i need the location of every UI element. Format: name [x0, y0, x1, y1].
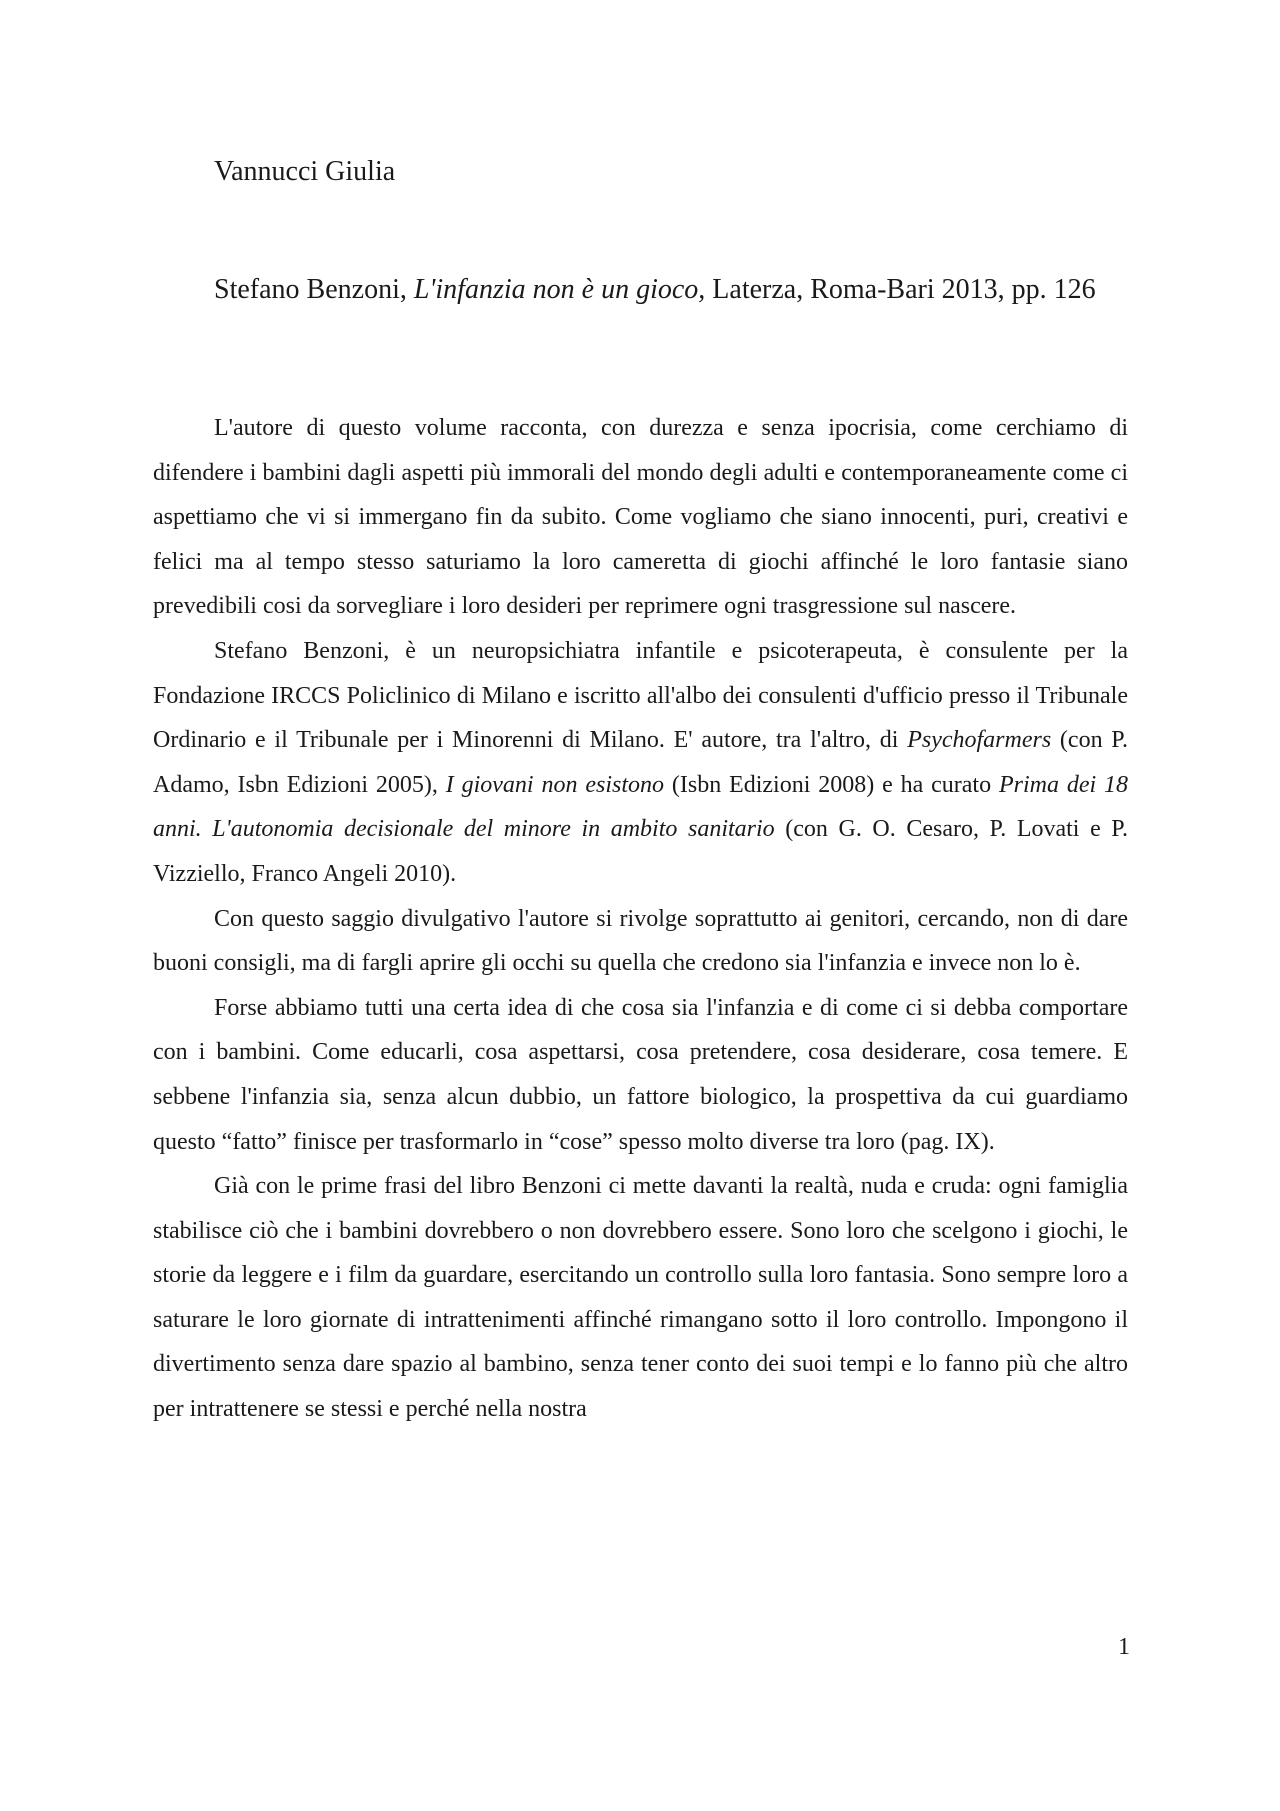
bio-text-c: (Isbn Edizioni 2008) e ha curato [664, 771, 999, 798]
page-number: 1 [1118, 1634, 1130, 1660]
paragraph-author-bio [153, 629, 1128, 897]
citation-book-author: Stefano Benzoni, [214, 274, 414, 305]
paragraph-idea-of-childhood: Forse abbiamo tutti una certa idea di che cosa sia l'infanzia e di come ci si debba comportare con i bambini. Come educarli, cosa aspettarsi, cosa pretendere, cosa desiderare, cosa temere. E sebbene l'infanzia sia, senza alcun dubbio, un fattore biologico, la prospettiva da cui guardiamo questo “fatto” finisce per trasformarlo in “cose” spesso molto diverse tra loro (pag. IX). [153, 994, 1128, 1155]
review-body [153, 406, 1128, 1432]
author-name: Vannucci Giulia [214, 156, 396, 187]
bio-title-prima-dei-18-anni: Prima dei 18 anni. L'autonomia decisionale del minore in ambito sanitario [153, 771, 1128, 843]
book-citation [153, 256, 1128, 324]
citation-publication: Laterza, Roma-Bari 2013, pp. 126 [705, 274, 1096, 305]
bio-text-d: (con G. O. Cesaro, P. Lovati e P. Vizziello, Franco Angeli 2010). [153, 816, 1128, 887]
bio-title-psychofarmers: Psychofarmers [907, 727, 1052, 754]
paragraph-family-control: Già con le prime frasi del libro Benzoni ci mette davanti la realtà, nuda e cruda: ogni famiglia stabilisce ciò che i bambini dovrebbero o non dovrebbero essere. Sono loro che scelgono i giochi, le storie da leggere e i film da guardare, esercitando un controllo sulla loro fantasia. Sono sempre loro a saturare le loro giornate di intrattenimenti affinché rimangano sotto il loro controllo. Impongono il divertimento senza dare spazio al bambino, senza tener conto dei suoi tempi e lo fanno più che altro per intrattenere se stessi e perché nella nostra [153, 1173, 1128, 1423]
citation-book-title: L'infanzia non è un gioco, [413, 274, 706, 305]
bio-text-a: Stefano Benzoni, è un neuropsichiatra infantile e psicoterapeuta, è consulente per la Fondazione IRCCS Policlinico di Milano e iscritto all'albo dei consulenti d'ufficio presso il Tribunale Ordinario e il Tribunale per i Minorenni di Milano. E' autore, tra l'altro, di [153, 637, 1128, 754]
paragraph-intro: L'autore di questo volume racconta, con durezza e senza ipocrisia, come cerchiamo di difendere i bambini dagli aspetti più immorali del mondo degli adulti e contemporaneamente come ci aspettiamo che vi si immergano fin da subito. Come vogliamo che siano innocenti, puri, creativi e felici ma al tempo stesso saturiamo la loro cameretta di giochi affinché le loro fantasie siano prevedibili cosi da sorvegliare i loro desideri per reprimere ogni trasgressione sul nascere. [153, 415, 1128, 620]
paragraph-audience: Con questo saggio divulgativo l'autore si rivolge soprattutto ai genitori, cercando, non di dare buoni consigli, ma di fargli aprire gli occhi su quella che credono sia l'infanzia e invece non lo è. [153, 905, 1128, 977]
bio-title-giovani: I giovani non esistono [445, 771, 664, 798]
bio-text-b: (con P. Adamo, Isbn Edizioni 2005), [153, 727, 1128, 798]
